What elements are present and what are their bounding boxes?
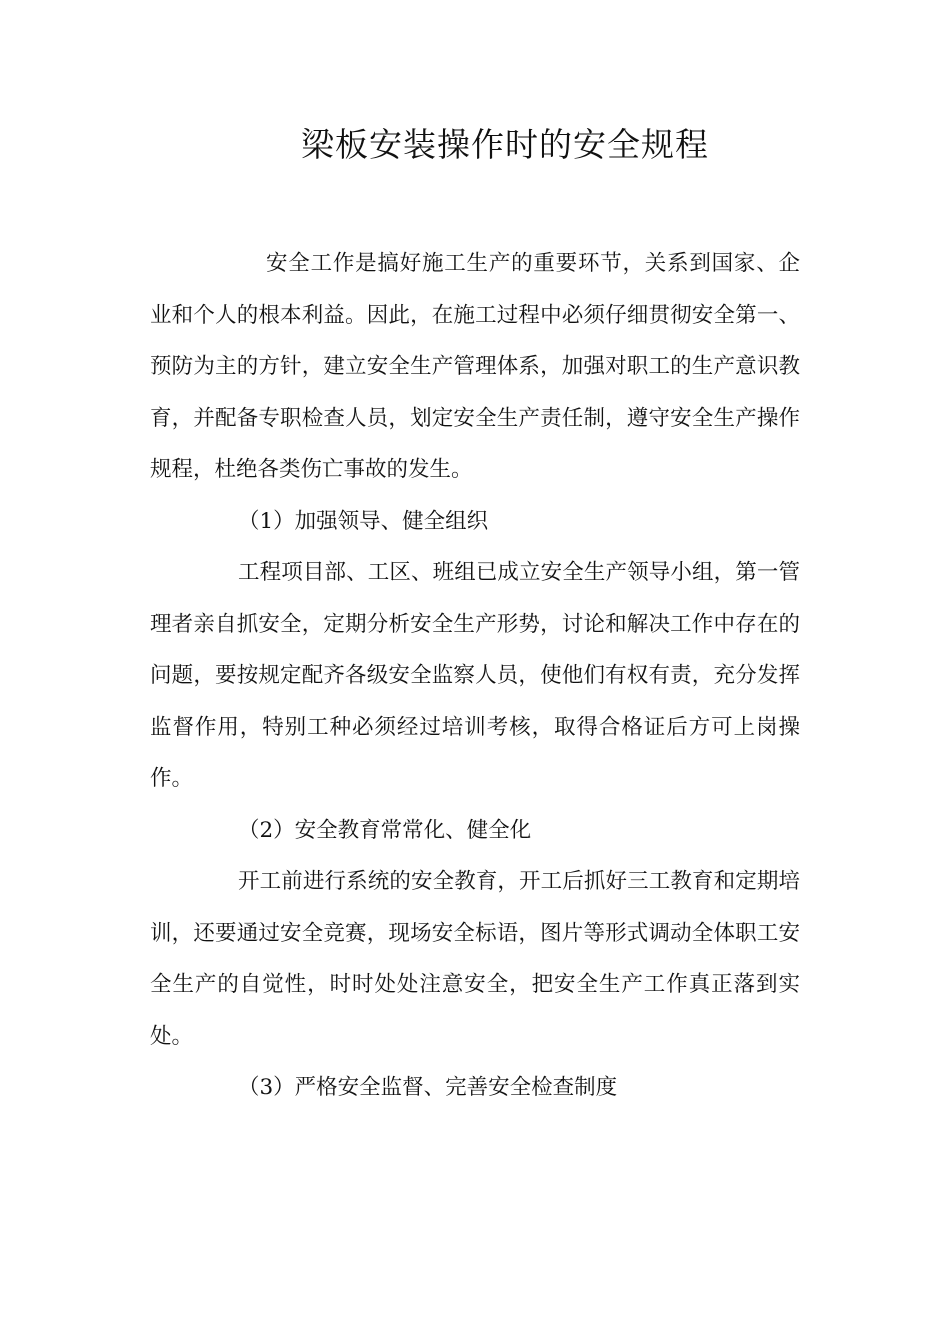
document-title: 梁板安装操作时的安全规程 — [301, 125, 709, 164]
section-2-paragraph: 开工前进行系统的安全教育，开工后抓好三工教育和定期培训，还要通过安全竞赛，现场安全标语，图片等形式调动全体职工安全生产的自觉性，时时处处注意安全，把安全生产工作真正落到实处。 — [150, 869, 800, 1049]
section-heading-3: （3）严格安全监督、完善安全检查制度 — [238, 1075, 618, 1100]
document-body — [150, 238, 800, 1114]
section-1-paragraph: 工程项目部、工区、班组已成立安全生产领导小组，第一管理者亲自抓安全，定期分析安全生产形势，讨论和解决工作中存在的问题，要按规定配齐各级安全监察人员，使他们有权有责，充分发挥监督作用，特别工种必须经过培训考核，取得合格证后方可上岗操作。 — [150, 560, 800, 791]
section-heading-1: （1）加强领导、健全组织 — [238, 508, 489, 534]
intro-paragraph: 安全工作是搞好施工生产的重要环节，关系到国家、企业和个人的根本利益。因此，在施工过程中必须仔细贯彻安全第一、预防为主的方针，建立安全生产管理体系，加强对职工的生产意识教育，并配备专职检查人员，划定安全生产责任制，遵守安全生产操作规程，杜绝各类伤亡事故的发生。 — [150, 251, 800, 482]
section-heading-2: （2）安全教育常常化、健全化 — [238, 817, 532, 843]
